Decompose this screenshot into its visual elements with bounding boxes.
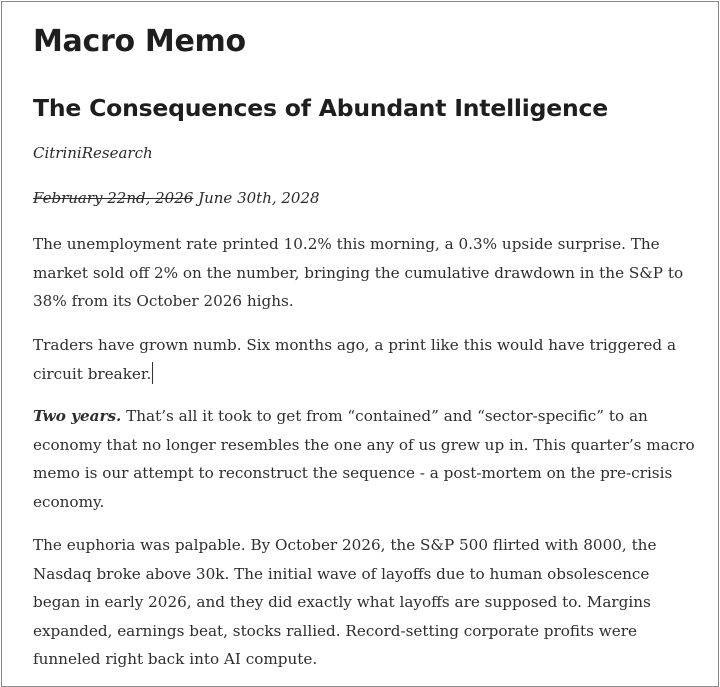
paragraph-lead: Two years. (33, 407, 122, 425)
document-title: Macro Memo (33, 24, 246, 59)
struck-date: February 22nd, 2026 (33, 189, 194, 207)
paragraph-text: The euphoria was palpable. By October 2026, the S&P 500 flirted with 8000, the Nasdaq broke above 30k. The initial wave of layoffs due to human obsolescence began in early 2026, and they did exactly what layoffs are supposed to. Margins expanded, earnings beat, stocks rallied. Record-setting corporate profits were funneled right back into AI compute. (33, 536, 657, 668)
paragraph-text: Traders have grown numb. Six months ago, a print like this would have triggered a circuit breaker. (33, 336, 677, 383)
document-subtitle: The Consequences of Abundant Intelligence (33, 94, 608, 122)
current-date: June 30th, 2028 (198, 189, 320, 207)
author-name: CitriniResearch (33, 144, 153, 162)
paragraph-text: The unemployment rate printed 10.2% this morning, a 0.3% upside surprise. The market sold off 2% on the number, bringing the cumulative drawdown in the S&P to 38% from its October 2026 highs. (33, 235, 684, 310)
paragraph-text: That’s all it took to get from “contained” and “sector-specific” to an economy that no longer resembles the one any of us grew up in. This quarter’s macro memo is our attempt to reconstruct the sequence - a post-mortem on the pre-crisis economy. (33, 407, 695, 511)
dateline (33, 189, 320, 207)
text-cursor (152, 362, 153, 384)
paragraph-unemployment[interactable] (33, 230, 695, 316)
paragraph-two-years[interactable] (33, 402, 695, 516)
paragraph-euphoria[interactable] (33, 531, 695, 674)
paragraph-traders[interactable] (33, 331, 695, 388)
document-frame (1, 1, 719, 687)
